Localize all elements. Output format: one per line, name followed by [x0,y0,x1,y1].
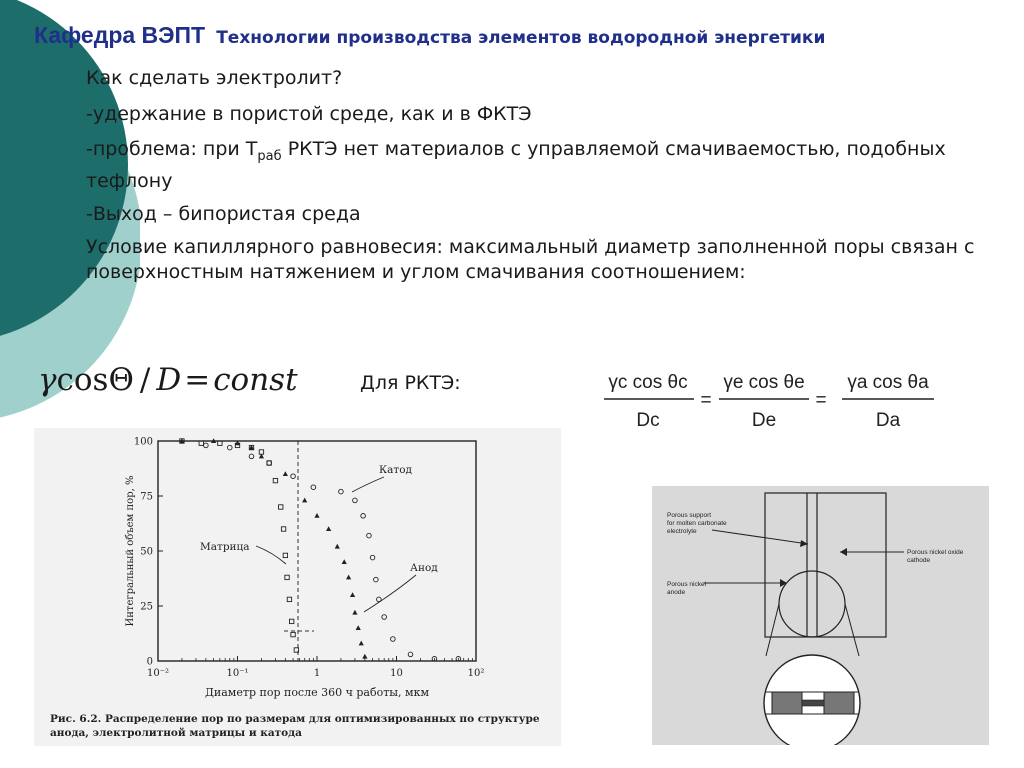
ratio-eq-2: = [815,390,827,411]
y-axis-label: Интегральный объем пор, % [125,475,136,627]
zoom-matrix-bridge [802,700,824,706]
bullet-problem [86,137,986,194]
point-circle [311,485,316,490]
formula-gamma: γ [38,362,57,398]
pore-distribution-chart [34,428,561,708]
formula-slash: / [139,362,151,398]
point-square [285,575,289,579]
capillary-formula [38,362,298,398]
point-square [259,450,263,454]
leader-cathode [352,477,384,492]
formula-theta: Θ [108,362,134,398]
x-axis-label: Диаметр пор после 360 ч работы, мкм [204,686,430,699]
capillary-condition: Условие капиллярного равновесия: максимальный диаметр заполненной поры связан с поверхностным натяжением и углом смачивания соотношением: [86,235,975,283]
label-porous-anode-2: anode [667,589,686,596]
point-square [279,505,283,509]
label-porous-anode [667,581,708,596]
ratio-equation [600,366,940,436]
y-tick-label: 0 [146,656,153,668]
point-triangle [359,641,364,646]
point-triangle [346,575,351,580]
point-circle [367,533,372,538]
pore-distribution-figure [34,428,561,746]
point-circle [391,637,396,642]
point-square [273,478,277,482]
point-circle [204,443,209,448]
point-triangle [314,513,319,518]
x-tick-label: 10⁻² [146,668,170,679]
point-circle [227,445,232,450]
ratio-num-a: γa cos θa [847,372,929,393]
x-tick-label: 10⁻¹ [226,668,249,679]
slide-body [86,66,986,285]
point-square [283,553,287,557]
y-tick-label: 75 [140,491,153,503]
bullet-problem-pre: -проблема: при Т [86,138,258,160]
point-triangle [356,625,361,630]
annotation-anode: Анод [410,562,438,574]
point-square [287,597,291,601]
ratio-den-e: De [751,410,777,431]
leader-anode [364,575,416,612]
course-subtitle: Технологии производства элементов водородной энергетики [216,28,826,48]
point-circle [370,555,375,560]
arrow-anode-head [780,579,787,587]
label-porous-anode-1: Porous nickel [667,581,707,588]
ratio-eq-1: = [700,390,712,411]
department-title: Кафедра ВЭПТ [34,22,206,48]
point-square [281,527,285,531]
point-square [291,632,295,636]
ratio-den-a: Da [875,410,901,431]
point-circle [339,489,344,494]
annotation-matrix: Матрица [200,541,250,553]
ratio-num-e: γe cos θe [723,372,805,393]
ratio-num-c: γc cos θc [608,372,688,393]
x-tick-label: 1 [313,668,321,679]
question-line: Как сделать электролит? [86,67,343,89]
point-triangle [342,559,347,564]
cell-frame [765,493,886,637]
cell-schematic [652,486,989,745]
point-triangle [352,610,357,615]
ratio-den-c: Dc [636,410,660,431]
point-square [289,619,293,623]
point-circle [382,615,387,620]
point-circle [374,577,379,582]
bullet-solution: -Выход – бипористая среда [86,202,361,225]
bullet-problem-sub: раб [257,148,282,164]
zoom-anode-pore [772,692,802,714]
y-tick-label: 50 [140,546,153,558]
formula-cos: cos [56,362,109,398]
point-circle [267,461,272,466]
label-porous-cathode-1: Porous nickel oxide [907,549,964,556]
arrow-cathode-head [840,548,847,556]
label-porous-support-3: electrolyte [667,528,697,535]
x-tick-label: 10² [467,668,485,679]
zoom-line-right [845,604,859,656]
label-porous-cathode-2: cathode [907,557,931,564]
leader-matrix [256,546,286,564]
point-circle [361,514,366,519]
point-triangle [362,654,367,659]
annotation-cathode: Катод [379,464,412,476]
point-triangle [350,592,355,597]
x-tick-label: 10 [390,668,403,679]
point-triangle [335,544,340,549]
point-triangle [283,471,288,476]
label-porous-support-1: Porous support [667,512,712,519]
zoom-line-left [766,604,779,656]
y-tick-label: 25 [140,601,153,613]
bullet-problem-post: РКТЭ нет материалов с управляемой смачиваемостью, подобных тефлону [86,138,946,192]
slide-header [34,22,825,49]
zoom-cathode-pore [824,692,854,714]
point-circle [408,652,413,657]
bullet-retention: -удержание в пористой среде, как и в ФКТЭ [86,103,532,125]
figure-caption: Рис. 6.2. Распределение пор по размерам для оптимизированных по структуре анода, электролитной матрицы и катода [50,713,540,739]
zoom-source-circle [779,571,845,637]
label-porous-cathode [907,549,965,564]
point-circle [291,474,296,479]
formula-eq: = [184,362,211,398]
point-triangle [326,526,331,531]
label-porous-support-2: for molten carbonate [667,520,727,527]
formula-d: D [156,362,182,398]
y-tick-label: 100 [133,436,153,448]
formula-const: const [213,362,298,398]
point-circle [353,498,358,503]
cell-schematic-drawing [652,486,989,745]
point-circle [249,454,254,459]
for-mcfc-label: Для РКТЭ: [360,372,461,394]
point-triangle [302,498,307,503]
arrow-support [712,530,808,544]
